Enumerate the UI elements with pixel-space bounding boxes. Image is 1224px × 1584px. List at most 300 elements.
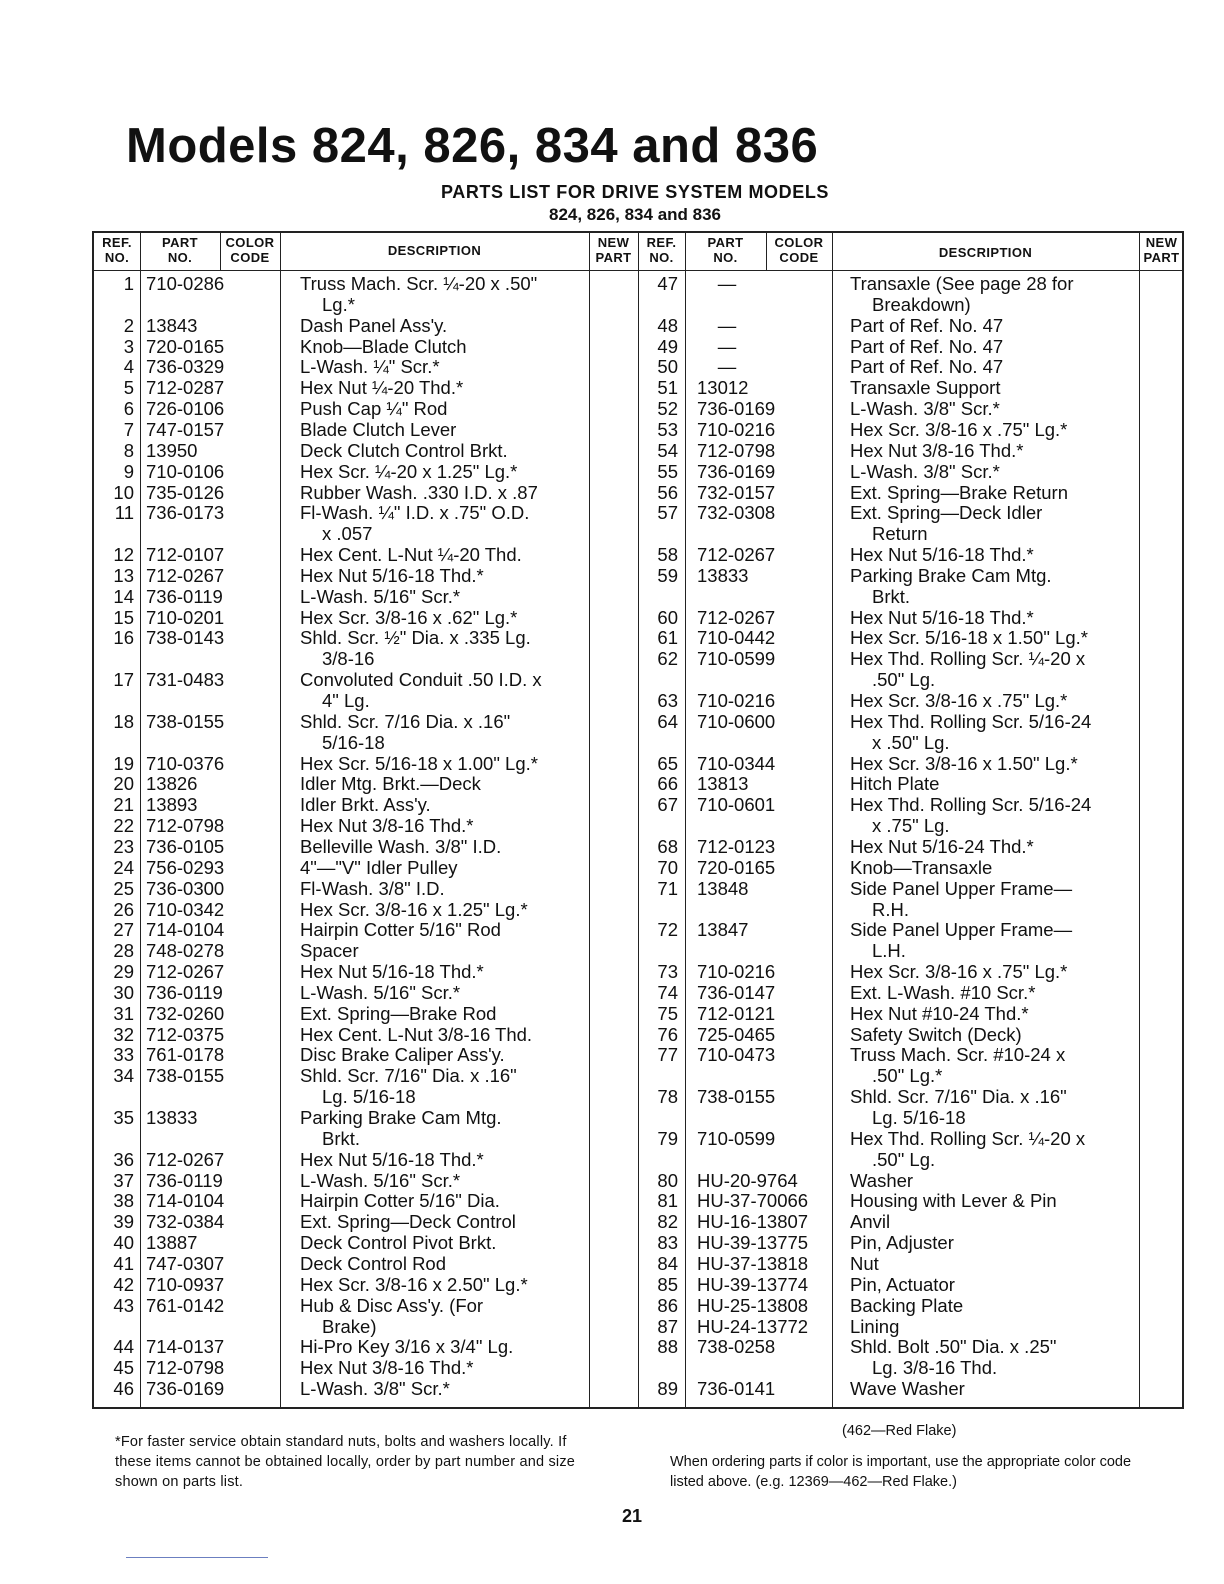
- ref-number: 58: [657, 544, 678, 566]
- description: 3/8-16: [322, 648, 375, 670]
- description: Idler Mtg. Brkt.—Deck: [300, 773, 481, 795]
- header-part-line2: NO.: [713, 250, 738, 265]
- ref-number: 52: [657, 398, 678, 420]
- ref-number: 2: [123, 314, 134, 336]
- part-number: 725-0465: [697, 1023, 776, 1045]
- part-number: 710-0599: [697, 1127, 776, 1149]
- description: Ext. Spring—Deck Idler: [850, 502, 1043, 524]
- ref-number: 89: [657, 1378, 678, 1400]
- ref-number: 17: [113, 669, 134, 691]
- part-number: 747-0307: [146, 1252, 225, 1274]
- ref-number: 59: [657, 564, 678, 586]
- ref-number: 79: [657, 1127, 678, 1149]
- part-number: 710-0201: [146, 606, 225, 628]
- description: Brkt.: [872, 585, 911, 607]
- description: Hex Scr. ¼-20 x 1.25" Lg.*: [300, 460, 518, 482]
- part-number: 712-0107: [146, 544, 225, 566]
- header-color-line2: CODE: [230, 250, 270, 265]
- description: Shld. Scr. 7/16" Dia. x .16": [850, 1086, 1067, 1108]
- header-new-right: [1139, 235, 1184, 265]
- ref-number: 47: [657, 273, 678, 294]
- description: L-Wash. 5/16" Scr.*: [300, 981, 461, 1003]
- part-number: 732-0260: [146, 1002, 225, 1024]
- ref-number: 13: [113, 564, 134, 586]
- description: Hex Nut 5/16-24 Thd.*: [850, 835, 1034, 857]
- description: Deck Clutch Control Brkt.: [300, 439, 508, 461]
- description: x .75" Lg.: [872, 815, 950, 837]
- part-number: 13813: [697, 773, 749, 795]
- description: Hex Nut 3/8-16 Thd.*: [300, 1357, 474, 1379]
- ref-number: 24: [113, 856, 134, 878]
- description: Nut: [850, 1252, 879, 1274]
- header-description: DESCRIPTION: [387, 243, 482, 258]
- description: Hex Scr. 3/8-16 x 1.25" Lg.*: [300, 898, 528, 920]
- part-number: HU-16-13807: [697, 1211, 809, 1233]
- part-number: 710-0286: [146, 273, 225, 294]
- description: Truss Mach. Scr. #10-24 x: [850, 1044, 1066, 1066]
- part-number: 731-0483: [146, 669, 225, 691]
- description: Hex Nut ¼-20 Thd.*: [300, 377, 464, 399]
- header-part-right: [685, 235, 766, 265]
- description: Fl-Wash. ¼" I.D. x .75" O.D.: [300, 502, 530, 524]
- ref-number: 38: [113, 1190, 134, 1212]
- part-number: 720-0165: [146, 335, 225, 357]
- part-number: 736-0119: [146, 981, 223, 1003]
- part-number: 736-0119: [146, 1169, 223, 1191]
- description: Hex Nut #10-24 Thd.*: [850, 1002, 1029, 1024]
- ref-number: 26: [113, 898, 134, 920]
- description: Disc Brake Caliper Ass'y.: [300, 1044, 505, 1066]
- description: Idler Brkt. Ass'y.: [300, 794, 431, 816]
- header-part-line1: PART: [707, 235, 744, 250]
- footnote-standard-hardware: *For faster service obtain standard nuts, bolts and washers locally. If these items cannot be obtained locally, order by part number and size shown on parts list.: [115, 1434, 576, 1490]
- ref-number: 1: [123, 273, 134, 294]
- ref-number: 55: [657, 460, 678, 482]
- header-part-line1: PART: [161, 235, 199, 250]
- description: Hairpin Cotter 5/16" Dia.: [300, 1190, 500, 1212]
- description: Housing with Lever & Pin: [850, 1190, 1057, 1212]
- part-number: 710-0442: [697, 627, 776, 649]
- header-new-line2: PART: [1143, 250, 1180, 265]
- ref-number: 61: [657, 627, 678, 649]
- ref-number: 25: [113, 877, 134, 899]
- column-rule: [685, 233, 686, 1407]
- ref-number: 11: [114, 502, 134, 524]
- part-number: 710-0599: [697, 648, 776, 670]
- description: Hex Scr. 5/16-18 x 1.50" Lg.*: [850, 627, 1088, 649]
- column-rule: [140, 233, 141, 1407]
- ref-number: 35: [113, 1107, 134, 1128]
- part-number: 710-0106: [146, 460, 225, 482]
- description: Hex Thd. Rolling Scr. 5/16-24: [850, 710, 1092, 732]
- description: Safety Switch (Deck): [850, 1023, 1022, 1045]
- description: Hex Scr. 3/8-16 x .75" Lg.*: [850, 961, 1068, 983]
- description: Transaxle Support: [850, 377, 1001, 399]
- ref-number: 20: [113, 773, 134, 795]
- header-ref-line2: NO.: [104, 250, 130, 265]
- part-number: 712-0798: [146, 815, 225, 837]
- description: Washer: [850, 1169, 914, 1191]
- ref-number: 67: [657, 794, 678, 816]
- ref-number: 70: [657, 856, 678, 878]
- description: R.H.: [872, 898, 909, 920]
- part-number: 714-0137: [146, 1336, 225, 1358]
- description: Hex Thd. Rolling Scr. ¼-20 x: [850, 648, 1086, 670]
- ref-number: 27: [113, 919, 134, 941]
- ref-number: 36: [113, 1148, 134, 1170]
- ref-number: 8: [123, 439, 134, 461]
- ref-number: 29: [113, 961, 134, 983]
- description: Hex Nut 5/16-18 Thd.*: [850, 606, 1034, 628]
- part-number: 712-0798: [697, 439, 776, 461]
- description: .50" Lg.: [872, 669, 936, 691]
- ref-number: 86: [657, 1294, 678, 1316]
- description: 4"—"V" Idler Pulley: [300, 856, 458, 878]
- description: Hex Scr. 3/8-16 x .75" Lg.*: [850, 418, 1068, 440]
- ref-number: 14: [113, 585, 134, 607]
- part-number: 712-0267: [146, 1148, 225, 1170]
- ref-number: 49: [657, 335, 678, 357]
- description: Hex Nut 5/16-18 Thd.*: [850, 544, 1034, 566]
- part-number: 714-0104: [146, 919, 225, 941]
- header-new-line1: NEW: [597, 235, 630, 250]
- ref-number: 5: [123, 377, 134, 399]
- description: Hex Cent. L-Nut ¼-20 Thd.: [300, 544, 522, 566]
- description: Brake): [322, 1315, 377, 1337]
- ref-number: 31: [113, 1002, 134, 1024]
- part-number: HU-24-13772: [697, 1315, 809, 1337]
- ref-number: 10: [113, 481, 134, 503]
- ref-number: 3: [123, 335, 134, 357]
- column-rule: [589, 233, 590, 1407]
- description: Return: [872, 523, 928, 545]
- ref-number: 82: [657, 1211, 678, 1233]
- part-number: 736-0119: [146, 585, 223, 607]
- description: Hex Scr. 3/8-16 x .75" Lg.*: [850, 690, 1068, 711]
- ref-number: 84: [657, 1252, 678, 1274]
- ref-number: 60: [657, 606, 678, 628]
- part-number: 736-0300: [146, 877, 225, 899]
- header-color-line1: COLOR: [225, 235, 275, 250]
- part-number: 747-0157: [146, 418, 225, 440]
- part-number: 714-0104: [146, 1190, 225, 1212]
- description: Brkt.: [322, 1127, 361, 1149]
- header-ref-line2: NO.: [649, 250, 674, 265]
- description: Shld. Scr. 7/16" Dia. x .16": [300, 1065, 517, 1087]
- part-number: 738-0258: [697, 1336, 776, 1358]
- description: x .50" Lg.: [872, 731, 950, 753]
- description: Hex Scr. 5/16-18 x 1.00" Lg.*: [300, 752, 538, 774]
- part-number: 712-0287: [146, 377, 225, 399]
- part-number: 710-0216: [697, 690, 776, 711]
- parts-list-models: 824, 826, 834 and 836: [548, 205, 722, 224]
- part-number: 736-0169: [697, 398, 776, 420]
- part-number: 710-0342: [146, 898, 225, 920]
- ref-number: 45: [113, 1357, 134, 1379]
- ref-number: 41: [113, 1252, 134, 1274]
- ref-number: 72: [657, 919, 678, 941]
- part-number: 736-0147: [697, 981, 776, 1003]
- description: Parking Brake Cam Mtg.: [850, 564, 1052, 586]
- ref-number: 43: [113, 1294, 134, 1316]
- description: Hex Scr. 3/8-16 x 2.50" Lg.*: [300, 1273, 528, 1295]
- ref-number: 77: [657, 1044, 678, 1066]
- part-number: 710-0473: [697, 1044, 776, 1066]
- description: Hex Nut 3/8-16 Thd.*: [300, 815, 474, 837]
- description: Hitch Plate: [850, 773, 940, 795]
- description: Hex Cent. L-Nut 3/8-16 Thd.: [300, 1023, 533, 1045]
- part-number: 756-0293: [146, 856, 225, 878]
- ref-number: 16: [113, 627, 134, 649]
- part-number: —: [717, 273, 737, 294]
- part-number: 736-0173: [146, 502, 225, 524]
- description: Hex Nut 5/16-18 Thd.*: [300, 1148, 484, 1170]
- description: x .057: [322, 523, 373, 545]
- description: Hairpin Cotter 5/16" Rod: [300, 919, 501, 941]
- part-number: 13843: [146, 314, 198, 336]
- part-number: HU-20-9764: [697, 1169, 798, 1191]
- parts-table: [92, 231, 1184, 1409]
- part-number: HU-25-13808: [697, 1294, 809, 1316]
- description: .50" Lg.*: [872, 1065, 943, 1087]
- part-number: 761-0142: [146, 1294, 225, 1316]
- part-number: HU-37-13818: [697, 1252, 809, 1274]
- description: Hex Nut 5/16-18 Thd.*: [300, 564, 484, 586]
- part-number: 710-0601: [697, 794, 776, 816]
- description: Lining: [850, 1315, 900, 1337]
- description: Side Panel Upper Frame—: [850, 919, 1073, 941]
- ref-number: 46: [113, 1378, 134, 1400]
- ref-number: 53: [657, 418, 678, 440]
- ref-number: 63: [657, 690, 678, 711]
- description: Blade Clutch Lever: [300, 418, 457, 440]
- ref-number: 74: [657, 981, 678, 1003]
- description: L-Wash. 5/16" Scr.*: [300, 1169, 461, 1191]
- description: Breakdown): [872, 293, 971, 315]
- description: Lg.*: [322, 293, 355, 315]
- header-part: [140, 235, 220, 265]
- header-description-right: DESCRIPTION: [938, 245, 1033, 260]
- ref-number: 62: [657, 648, 678, 670]
- ref-number: 12: [113, 544, 134, 566]
- description: 5/16-18: [322, 731, 385, 753]
- part-number: HU-39-13775: [697, 1232, 809, 1254]
- description: 4" Lg.: [322, 690, 370, 711]
- description: Deck Control Pivot Brkt.: [300, 1232, 497, 1254]
- ref-number: 76: [657, 1023, 678, 1045]
- header-part-line2: NO.: [167, 250, 193, 265]
- ref-number: 80: [657, 1169, 678, 1191]
- description: L-Wash. 5/16" Scr.*: [300, 585, 461, 607]
- header-ref: [94, 235, 140, 265]
- description: Parking Brake Cam Mtg.: [300, 1107, 502, 1128]
- ref-number: 21: [113, 794, 134, 816]
- ref-number: 65: [657, 752, 678, 774]
- description: Pin, Actuator: [850, 1273, 955, 1295]
- header-new-line1: NEW: [1145, 235, 1178, 250]
- ref-number: 68: [657, 835, 678, 857]
- description: Lg. 5/16-18: [322, 1086, 416, 1108]
- description: L-Wash. 3/8" Scr.*: [300, 1378, 450, 1400]
- part-number: 13847: [697, 919, 749, 941]
- ref-number: 88: [657, 1336, 678, 1358]
- part-number: 13848: [697, 877, 749, 899]
- ref-number: 23: [113, 835, 134, 857]
- part-number: 13833: [697, 564, 749, 586]
- header-color: [220, 235, 280, 265]
- part-number: 720-0165: [697, 856, 776, 878]
- ref-number: 81: [657, 1190, 678, 1212]
- description: Shld. Scr. 7/16 Dia. x .16": [300, 710, 511, 732]
- description: Hex Scr. 3/8-16 x .62" Lg.*: [300, 606, 518, 628]
- ref-number: 32: [113, 1023, 134, 1045]
- ref-number: 71: [657, 877, 678, 899]
- description: Deck Control Rod: [300, 1252, 447, 1274]
- description: Hex Nut 3/8-16 Thd.*: [850, 439, 1024, 461]
- description: Rubber Wash. .330 I.D. x .87: [300, 481, 538, 503]
- part-number: 736-0169: [697, 460, 776, 482]
- description: .50" Lg.: [872, 1148, 936, 1170]
- part-number: 738-0155: [146, 1065, 225, 1087]
- part-number: —: [717, 314, 737, 336]
- part-number: 712-0267: [697, 606, 776, 628]
- header-rule: [94, 270, 1182, 271]
- description: Wave Washer: [850, 1378, 965, 1400]
- part-number: 732-0384: [146, 1211, 225, 1233]
- ref-number: 57: [657, 502, 678, 524]
- ref-number: 87: [657, 1315, 678, 1337]
- ref-number: 42: [113, 1273, 134, 1295]
- part-number: 712-0267: [146, 564, 225, 586]
- header-ref-right: [638, 235, 685, 265]
- ref-number: 4: [123, 356, 134, 378]
- part-number: 13833: [146, 1107, 198, 1128]
- part-number: 710-0600: [697, 710, 776, 732]
- ref-number: 44: [113, 1336, 134, 1358]
- ref-number: 73: [657, 961, 678, 983]
- description: L.H.: [872, 940, 906, 962]
- header-color-line2: CODE: [779, 250, 819, 265]
- part-number: 736-0141: [697, 1378, 776, 1400]
- description: Spacer: [300, 940, 359, 962]
- ref-number: 40: [113, 1232, 134, 1254]
- part-number: 13893: [146, 794, 198, 816]
- part-number: 712-0123: [697, 835, 776, 857]
- description: Ext. Spring—Brake Return: [850, 481, 1068, 503]
- description: Part of Ref. No. 47: [850, 335, 1004, 357]
- part-number: 710-0937: [146, 1273, 225, 1295]
- description: Ext. L-Wash. #10 Scr.*: [850, 981, 1036, 1003]
- color-code-note: (462—Red Flake): [842, 1423, 957, 1439]
- ref-number: 28: [113, 940, 134, 962]
- description: Hex Thd. Rolling Scr. ¼-20 x: [850, 1127, 1086, 1149]
- part-number: —: [717, 356, 737, 378]
- part-number: 738-0155: [146, 710, 225, 732]
- part-number: 712-0798: [146, 1357, 225, 1379]
- ref-number: 83: [657, 1232, 678, 1254]
- description: Part of Ref. No. 47: [850, 314, 1004, 336]
- ref-number: 6: [123, 398, 134, 420]
- description: Transaxle (See page 28 for: [850, 273, 1074, 294]
- description: L-Wash. 3/8" Scr.*: [850, 460, 1000, 482]
- description: Shld. Scr. ½" Dia. x .335 Lg.: [300, 627, 531, 649]
- part-number: 736-0329: [146, 356, 225, 378]
- ref-number: 9: [123, 460, 134, 482]
- ref-number: 19: [113, 752, 134, 774]
- ref-number: 48: [657, 314, 678, 336]
- parts-list-heading: PARTS LIST FOR DRIVE SYSTEM MODELS: [440, 182, 830, 202]
- part-number: 13012: [697, 377, 749, 399]
- page-number: 21: [621, 1506, 643, 1526]
- ref-number: 85: [657, 1273, 678, 1295]
- header-color-line1: COLOR: [774, 235, 824, 250]
- ref-number: 18: [113, 710, 134, 732]
- part-number: 732-0308: [697, 502, 776, 524]
- ref-number: 33: [113, 1044, 134, 1066]
- ref-number: 7: [123, 418, 134, 440]
- part-number: 712-0121: [697, 1002, 776, 1024]
- description: Pin, Adjuster: [850, 1232, 954, 1254]
- description: Push Cap ¼" Rod: [300, 398, 448, 420]
- description: Anvil: [850, 1211, 891, 1233]
- scan-mark: [126, 1557, 268, 1558]
- description: Knob—Transaxle: [850, 856, 993, 878]
- part-number: 736-0105: [146, 835, 225, 857]
- column-rule: [1139, 233, 1140, 1407]
- part-number: 738-0155: [697, 1086, 776, 1108]
- part-number: 712-0267: [146, 961, 225, 983]
- part-number: 761-0178: [146, 1044, 225, 1066]
- description: Hex Thd. Rolling Scr. 5/16-24: [850, 794, 1092, 816]
- description: Dash Panel Ass'y.: [300, 314, 448, 336]
- ref-number: 39: [113, 1211, 134, 1233]
- ref-number: 51: [657, 377, 678, 399]
- header-new-line2: PART: [595, 250, 632, 265]
- ref-number: 78: [657, 1086, 678, 1108]
- header-ref-line1: REF.: [102, 235, 132, 250]
- ref-number: 15: [113, 606, 134, 628]
- ref-number: 64: [657, 710, 678, 732]
- ref-number: 54: [657, 439, 678, 461]
- ref-number: 34: [113, 1065, 134, 1087]
- description: Backing Plate: [850, 1294, 964, 1316]
- part-number: 710-0216: [697, 418, 776, 440]
- ref-number: 37: [113, 1169, 134, 1191]
- part-number: 710-0216: [697, 961, 776, 983]
- part-number: 736-0169: [146, 1378, 225, 1400]
- footnote-color-ordering: When ordering parts if color is important, use the appropriate color code listed above. (e.g. 12369—462—Red Flake.): [670, 1454, 1132, 1490]
- header-ref-line1: REF.: [646, 235, 677, 250]
- description: Part of Ref. No. 47: [850, 356, 1004, 378]
- part-number: 738-0143: [146, 627, 225, 649]
- ref-number: 75: [657, 1002, 678, 1024]
- description: Ext. Spring—Deck Control: [300, 1211, 516, 1233]
- part-number: 712-0375: [146, 1023, 225, 1045]
- description: Truss Mach. Scr. ¼-20 x .50": [300, 273, 538, 294]
- description: Ext. Spring—Brake Rod: [300, 1002, 497, 1024]
- description: Lg. 3/8-16 Thd.: [872, 1357, 998, 1379]
- part-number: 735-0126: [146, 481, 225, 503]
- description: Side Panel Upper Frame—: [850, 877, 1073, 899]
- part-number: HU-39-13774: [697, 1273, 809, 1295]
- page-title: Models 824, 826, 834 and 836: [126, 119, 819, 173]
- ref-number: 66: [657, 773, 678, 795]
- description: Knob—Blade Clutch: [300, 335, 467, 357]
- description: Hi-Pro Key 3/16 x 3/4" Lg.: [300, 1336, 514, 1358]
- description: Lg. 5/16-18: [872, 1107, 966, 1128]
- description: L-Wash. 3/8" Scr.*: [850, 398, 1000, 420]
- header-color-right: [766, 235, 832, 265]
